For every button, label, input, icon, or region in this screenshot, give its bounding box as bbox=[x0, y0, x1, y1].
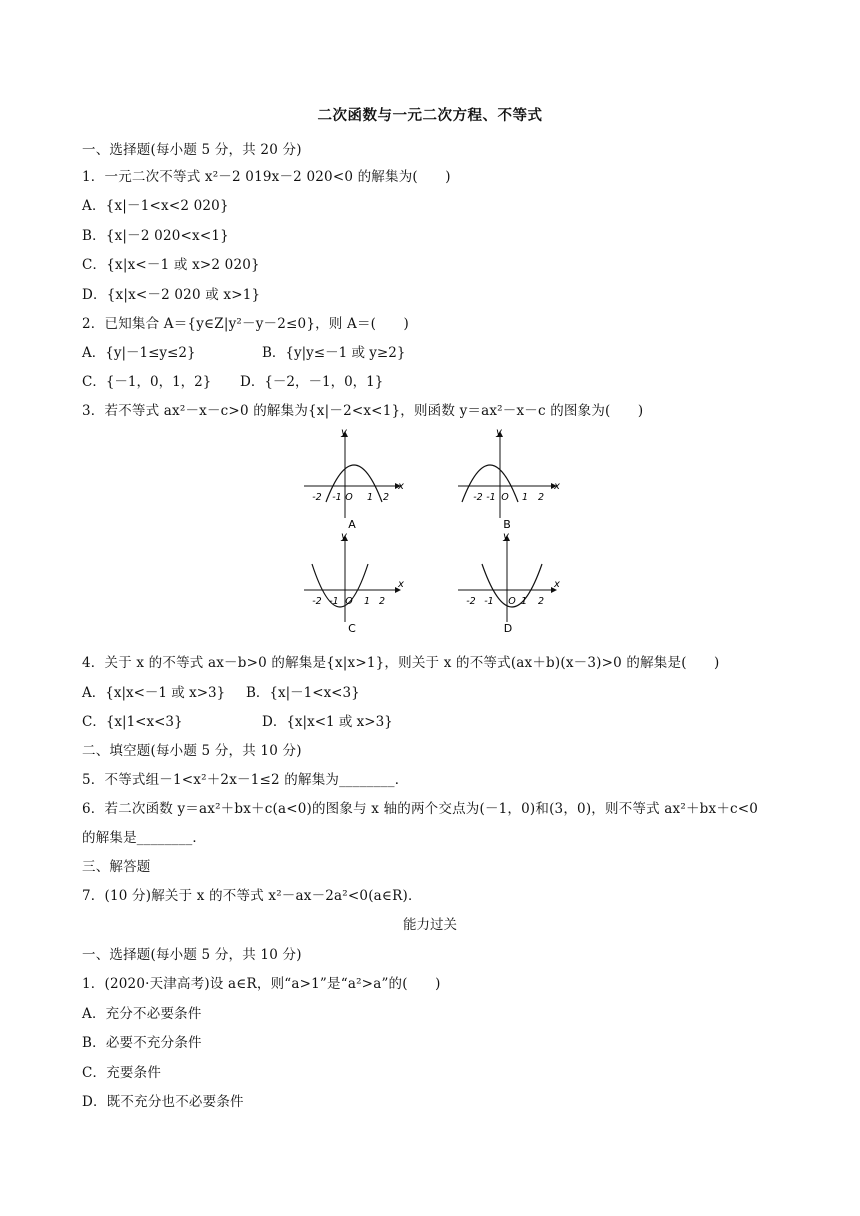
graph-d-tick-neg1: -1 bbox=[484, 596, 494, 607]
problem-1-option-b: B．必要不充分条件 bbox=[82, 1035, 202, 1051]
graph-b-tick-neg2: -2 bbox=[473, 492, 483, 503]
question-5: 5．不等式组－1<x²＋2x－1≤2 的解集为________． bbox=[82, 772, 409, 788]
graph-d-x-label: x bbox=[554, 579, 560, 590]
graph-a-tick-1: 1 bbox=[366, 492, 374, 503]
question-2-option-a: A．{y|－1≤y≤2} bbox=[82, 345, 196, 361]
question-6-line-1: 6．若二次函数 y＝ax²＋bx＋c(a<0)的图象与 x 轴的两个交点为(－1，0)和(3，0)，则不等式 ax²＋bx＋c<0 bbox=[82, 801, 759, 817]
question-4-option-b: B．{x|－1<x<3} bbox=[246, 685, 360, 701]
graph-a-tick-neg2: -2 bbox=[312, 492, 322, 503]
graph-c-tick-1: 1 bbox=[363, 596, 371, 607]
problem-1-stem: 1．(2020·天津高考)设 a∈R，则“a>1”是“a²>a”的( ) bbox=[82, 976, 441, 992]
question-3-figures bbox=[0, 420, 860, 640]
question-1-option-c: C．{x|x<－1 或 x>2 020} bbox=[82, 257, 260, 273]
graph-a-x-label: x bbox=[398, 481, 404, 492]
question-1-option-a: A．{x|－1<x<2 020} bbox=[82, 198, 229, 214]
graph-d-label: D bbox=[503, 622, 513, 635]
question-7: 7．(10 分)解关于 x 的不等式 x²－ax－2a²<0(a∈R)． bbox=[82, 888, 422, 904]
question-4-option-a: A．{x|x<－1 或 x>3} bbox=[82, 685, 226, 701]
graph-d-tick-neg2: -2 bbox=[466, 596, 476, 607]
section-heading-choice: 一、选择题(每小题 5 分，共 20 分) bbox=[82, 142, 302, 158]
question-2-stem: 2．已知集合 A＝{y∈Z|y²－y－2≤0}，则 A＝( ) bbox=[82, 316, 409, 332]
graph-b[interactable] bbox=[458, 427, 560, 531]
graph-c-tick-2: 2 bbox=[378, 596, 386, 607]
graph-b-tick-neg1: -1 bbox=[486, 492, 496, 503]
problem-1-option-d: D．既不充分也不必要条件 bbox=[82, 1094, 244, 1110]
section-heading-fill: 二、填空题(每小题 5 分，共 10 分) bbox=[82, 743, 302, 759]
graph-d[interactable] bbox=[458, 531, 560, 635]
graph-a-tick-2: 2 bbox=[382, 492, 390, 503]
graph-c-tick-neg1: -1 bbox=[329, 596, 339, 607]
problem-1-option-a: A．充分不必要条件 bbox=[82, 1006, 202, 1022]
graph-c-x-label: x bbox=[398, 579, 404, 590]
graph-d-y-label: y bbox=[503, 531, 509, 542]
question-6-line-2: 的解集是________． bbox=[82, 830, 207, 846]
section-heading-choice-2: 一、选择题(每小题 5 分，共 10 分) bbox=[82, 947, 302, 963]
graph-a-origin: O bbox=[345, 492, 353, 503]
graph-d-origin: O bbox=[508, 596, 516, 607]
graph-c[interactable] bbox=[304, 531, 404, 635]
question-2-option-c: C．{－1，0，1，2} bbox=[82, 374, 212, 390]
ability-heading: 能力过关 bbox=[403, 917, 457, 933]
graph-b-tick-2: 2 bbox=[537, 492, 545, 503]
graph-c-origin: O bbox=[345, 596, 353, 607]
graph-a-y-label: y bbox=[341, 427, 347, 438]
graph-c-y-label: y bbox=[341, 531, 347, 542]
question-4-option-d: D．{x|x<1 或 x>3} bbox=[262, 714, 393, 730]
graph-b-origin: O bbox=[501, 492, 509, 503]
question-4-stem: 4．关于 x 的不等式 ax－b>0 的解集是{x|x>1}，则关于 x 的不等式(ax＋b)(x－3)>0 的解集是( ) bbox=[82, 655, 720, 671]
problem-1-option-c: C．充要条件 bbox=[82, 1065, 162, 1081]
graph-b-x-label: x bbox=[554, 481, 560, 492]
graph-d-tick-2: 2 bbox=[537, 596, 545, 607]
question-1-option-b: B．{x|－2 020<x<1} bbox=[82, 228, 229, 244]
graph-c-tick-neg2: -2 bbox=[312, 596, 322, 607]
question-1-stem: 1．一元二次不等式 x²－2 019x－2 020<0 的解集为( ) bbox=[82, 169, 451, 185]
question-1-option-d: D．{x|x<－2 020 或 x>1} bbox=[82, 287, 261, 303]
question-2-option-d: D．{－2，－1，0，1} bbox=[240, 374, 384, 390]
section-heading-answer: 三、解答题 bbox=[82, 859, 151, 875]
page-title: 二次函数与一元二次方程、不等式 bbox=[317, 107, 543, 124]
question-3-stem: 3．若不等式 ax²－x－c>0 的解集为{x|－2<x<1}，则函数 y＝ax²－x－c 的图象为( ) bbox=[82, 403, 644, 419]
graph-b-label: B bbox=[503, 518, 511, 531]
graph-a[interactable] bbox=[304, 427, 404, 531]
question-4-option-c: C．{x|1<x<3} bbox=[82, 714, 183, 730]
graph-d-tick-1: 1 bbox=[520, 596, 528, 607]
graph-b-y-label: y bbox=[496, 427, 502, 438]
graph-a-tick-neg1: -1 bbox=[332, 492, 342, 503]
graph-c-label: C bbox=[348, 622, 356, 635]
question-2-option-b: B．{y|y≤－1 或 y≥2} bbox=[262, 345, 406, 361]
graph-a-label: A bbox=[348, 518, 356, 531]
graph-b-tick-1: 1 bbox=[521, 492, 529, 503]
